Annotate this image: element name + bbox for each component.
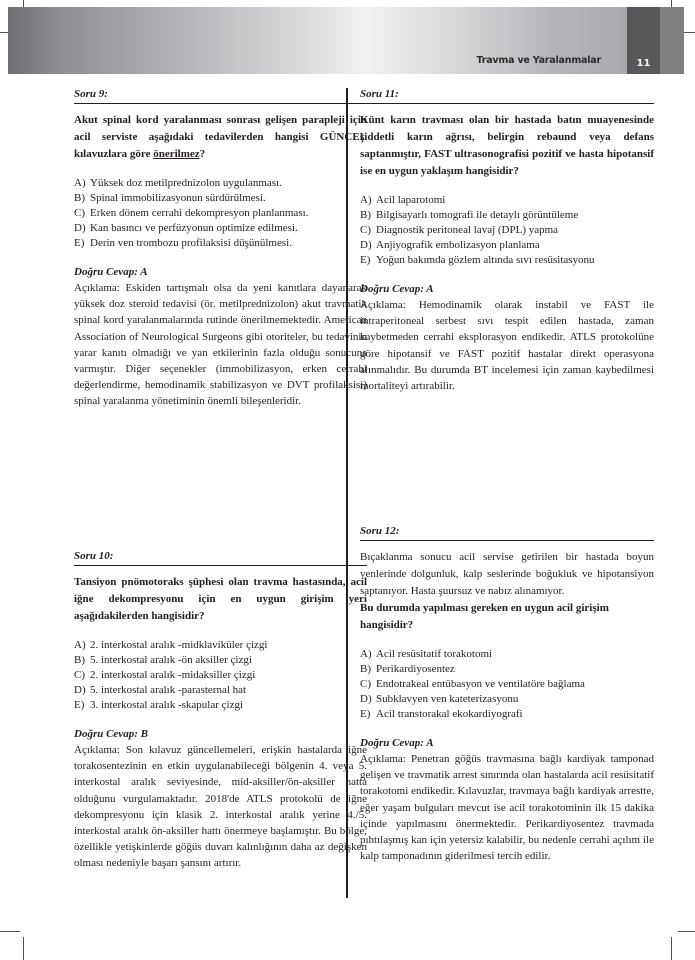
option-text: Erken dönem cerrahi dekompresyon planlanması.: [90, 207, 309, 219]
option-text: Yüksek doz metilprednizolon uygulanması.: [90, 177, 282, 189]
question-10: [74, 550, 367, 872]
option-a: [360, 193, 654, 208]
option-b: [74, 191, 367, 206]
explanation: Açıklama: Hemodinamik olarak instabil ve FAST ile intraperitoneal serbest sıvı tespit edilen hastada, zaman kaybetmeden cerrahi eksplorasyon endikedir. ATLS protokolüne göre hipotansif ve FAST pozitif hastalar direkt operasyona alınmalıdır. Bu durumda BT incelemesi için zaman kaybedilmesi mortaliteyi artırabilir.: [360, 299, 654, 393]
question-stem: Tansiyon pnömotoraks şüphesi olan travma hastasında, acil iğne dekompresyonu için en uygun girişim yeri aşağıdakilerden hangisidir?: [74, 576, 367, 622]
question-stem: [74, 112, 367, 163]
option-text: Spinal immobilizasyonun sürdürülmesi.: [90, 192, 266, 204]
option-letter: A): [74, 177, 86, 189]
answer-options: [74, 638, 367, 713]
option-letter: E): [360, 708, 371, 720]
option-text: Perikardiyosentez: [376, 663, 455, 675]
option-text: Kan basıncı ve perfüzyonun optimize edilmesi.: [90, 222, 298, 234]
option-text: Acil transtorakal ekokardiyografi: [376, 708, 523, 720]
option-c: [360, 677, 654, 692]
option-text: Diagnostik peritoneal lavaj (DPL) yapma: [376, 224, 559, 236]
option-d: [74, 683, 367, 698]
option-a: [74, 638, 367, 653]
option-letter: A): [360, 194, 372, 206]
option-letter: B): [74, 654, 85, 666]
option-letter: C): [360, 678, 371, 690]
option-d: [360, 238, 654, 253]
option-d: [74, 221, 367, 236]
option-letter: C): [74, 207, 85, 219]
crop-mark-bottom-right-v: [671, 937, 672, 960]
crop-mark-bottom-right-h: [678, 931, 695, 932]
option-letter: A): [74, 639, 86, 651]
header-edge-strip: [660, 7, 684, 74]
crop-mark-bottom-left-v: [23, 937, 24, 960]
option-a: [74, 176, 367, 191]
option-c: [74, 668, 367, 683]
option-e: [360, 253, 654, 268]
option-letter: D): [360, 239, 372, 251]
option-text: Anjiyografik embolizasyon planlama: [376, 239, 540, 251]
stem-text: Akut spinal kord yaralanması sonrası gelişen parapleji için acil serviste aşağıdaki tedavilerden hangisi GÜNCEL kılavuzlara göre: [74, 114, 367, 160]
option-text: Acil laparotomi: [376, 194, 446, 206]
option-text: 5. interkostal aralık -ön aksiller çizgi: [90, 654, 252, 666]
option-d: [360, 692, 654, 707]
option-c: [360, 223, 654, 238]
option-text: Endotrakeal entübasyon ve ventilatöre bağlama: [376, 678, 585, 690]
option-letter: E): [74, 237, 85, 249]
question-label: Soru 11:: [360, 88, 654, 104]
page-number: 11: [636, 58, 651, 69]
stem-emphasis: önerilmez: [153, 148, 200, 160]
option-e: [360, 707, 654, 722]
question-12: [360, 525, 654, 864]
correct-answer: Doğru Cevap: A: [360, 737, 434, 749]
option-text: 2. interkostal aralık -midklaviküler çizgi: [90, 639, 268, 651]
question-label: Soru 12:: [360, 525, 654, 541]
option-e: [74, 236, 367, 251]
question-stem: Künt karın travması olan bir hastada batın muayenesinde şiddetli karın ağrısı, belirgin rebaund veya defans saptanmıştır, FAST ultrasonografisi pozitif ve hasta hipotansif ise en uygun yaklaşım hangisidir?: [360, 114, 654, 177]
question-label: Soru 9:: [74, 88, 367, 104]
option-letter: D): [74, 222, 86, 234]
option-b: [74, 653, 367, 668]
option-letter: E): [360, 254, 371, 266]
question-9: [74, 88, 367, 410]
option-letter: D): [74, 684, 86, 696]
option-text: 2. interkostal aralık -midaksiller çizgi: [90, 669, 256, 681]
option-b: [360, 662, 654, 677]
option-letter: A): [360, 648, 372, 660]
option-e: [74, 698, 367, 713]
answer-options: [360, 647, 654, 722]
question-stem: Bu durumda yapılması gereken en uygun acil girişim hangisidir?: [360, 602, 609, 631]
option-a: [360, 647, 654, 662]
option-letter: C): [74, 669, 85, 681]
option-text: Derin ven trombozu profilaksisi düşünülmesi.: [90, 237, 292, 249]
option-text: 5. interkostal aralık -parasternal hat: [90, 684, 247, 696]
stem-text-end: ?: [199, 148, 206, 160]
option-letter: B): [360, 663, 371, 675]
explanation: Açıklama: Penetran göğüs travmasına bağlı kardiyak tamponad gelişen ve travmatik arrest sınırında olan hastalarda acil resüsitatif torakotomi endikedir. Kılavuzlar, travmaya bağlı kardiyak arrestte, eğer yaşam bulguları mevcut ise acil torakotominin ilk 15 dakika içinde yapılmasını önermektedir. Perikardiyosentez travmada pıhtılaşmış kan için yetersiz kalabilir, bu nedenle cerrahi açılım ile kalp tamponadının giderilmesi tercih edilir.: [360, 753, 654, 863]
page-number-box: [627, 7, 660, 74]
option-text: Acil resüsitatif torakotomi: [376, 648, 493, 660]
option-b: [360, 208, 654, 223]
option-text: Subklavyen ven kateterizasyonu: [376, 693, 519, 705]
option-letter: D): [360, 693, 372, 705]
question-label: Soru 10:: [74, 550, 367, 566]
correct-answer: Doğru Cevap: B: [74, 728, 148, 740]
correct-answer: Doğru Cevap: A: [360, 283, 434, 295]
question-11: [360, 88, 654, 394]
option-letter: B): [74, 192, 85, 204]
crop-mark-bottom-left-h: [0, 931, 20, 932]
explanation: Açıklama: Son kılavuz güncellemeleri, erişkin hastalarda iğne torakosentezinin en etkin uygulanabileceği bölgenin 4. veya 5. interkostal aralık seviyesinde, mid-aksiller/ön-aksiller hatta olduğunu vurgulamaktadır. 2018'de ATLS protokolü de iğne dekompresyonu için klasik 2. interkostal aralık yerine 4./5. interkostal aralık ön-aksiller hattı önermeye başlamıştır. Bu bölge, özellikle yetişkinlerde göğüs duvarı kalınlığının daha az değişken olması nedeniyle başarı şansını artırır.: [74, 744, 367, 870]
correct-answer: Doğru Cevap: A: [74, 266, 148, 278]
option-text: Bilgisayarlı tomografi ile detaylı görüntüleme: [376, 209, 579, 221]
option-letter: E): [74, 699, 85, 711]
option-letter: C): [360, 224, 371, 236]
option-c: [74, 206, 367, 221]
answer-options: [74, 176, 367, 251]
answer-options: [360, 193, 654, 268]
explanation: Açıklama: Eskiden tartışmalı olsa da yeni kanıtlara dayanarak yüksek doz steroid tedavisi (ör. metilprednizolon) akut travmatik spinal kord yaralanmalarında rutinde önerilmemektedir. American Association of Neurological Surgeons gibi otoriteler, bu tedavinin yarar kanıtı olmadığı ve yan etkilerinin fazla olduğu sonucuna varmıştır. Diğer seçenekler (immobilizasyon, erken cerrahi değerlendirme, hemodinamik stabilizasyon ve DVT profilaksisi) spinal yaralanma yönetiminin önemli bileşenleridir.: [74, 282, 367, 408]
option-text: 3. interkostal aralık -skapular çizgi: [90, 699, 244, 711]
option-letter: B): [360, 209, 371, 221]
section-title: Travma ve Yaralanmalar: [476, 55, 601, 66]
question-case: Bıçaklanma sonucu acil servise getirilen bir hastada boyun venlerinde dolgunluk, kalp seslerinde boğukluk ve hipotansiyon saptanıyor. Hasta şuursuz ve nabız alınamıyor.: [360, 551, 654, 597]
option-text: Yoğun bakımda gözlem altında sıvı resüsitasyonu: [376, 254, 595, 266]
